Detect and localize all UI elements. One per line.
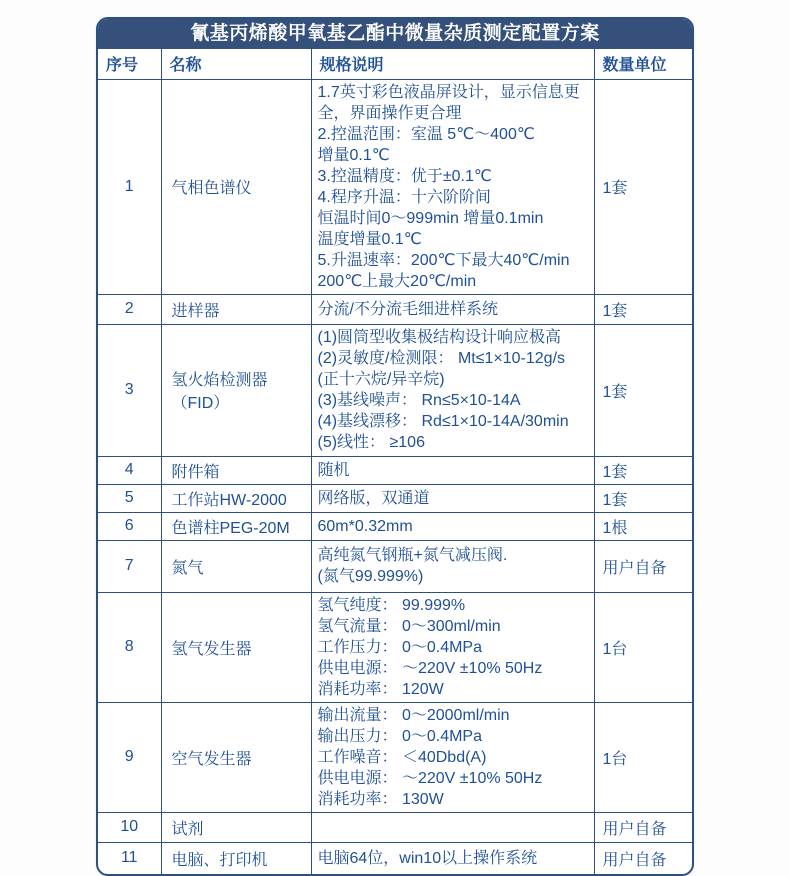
cell-spec xyxy=(311,324,594,456)
cell-name: 色谱柱PEG-20M xyxy=(161,512,311,540)
cell-name: 进样器 xyxy=(161,294,311,324)
spec-line: 氢气流量： 0～300ml/min xyxy=(317,617,501,635)
cell-name: 工作站HW-2000 xyxy=(161,484,311,512)
cell-spec xyxy=(311,702,594,812)
cell-no: 7 xyxy=(98,540,161,592)
cell-spec xyxy=(311,512,594,540)
table-row xyxy=(98,702,692,812)
spec-line: (氮气99.999%) xyxy=(317,568,424,585)
spec-line: 输出压力： 0～0.4MPa xyxy=(317,727,482,745)
cell-name: 附件箱 xyxy=(161,456,311,484)
spec-line: 200℃上最大20℃/min xyxy=(317,272,477,290)
column-header-qty: 数量单位 xyxy=(594,49,692,79)
cell-name: 气相色谱仪 xyxy=(161,79,311,294)
cell-qty: 用户自备 xyxy=(594,540,692,592)
cell-no: 10 xyxy=(98,812,161,842)
cell-no: 8 xyxy=(98,592,161,702)
spec-line: 氢气纯度： 99.999% xyxy=(317,596,466,614)
spec-line: 温度增量0.1℃ xyxy=(317,230,422,248)
header-row xyxy=(98,49,692,79)
spec-line: (3)基线噪声： Rn≤5×10-14A xyxy=(317,392,521,409)
cell-qty: 1台 xyxy=(594,592,692,702)
cell-no: 1 xyxy=(98,79,161,294)
spec-line: 3.控温精度：优于±0.1℃ xyxy=(317,167,492,185)
cell-spec xyxy=(311,294,594,324)
cell-spec xyxy=(311,79,594,294)
cell-name: 氮气 xyxy=(161,540,311,592)
table-row xyxy=(98,512,692,540)
table-row xyxy=(98,294,692,324)
spec-line: (正十六烷/异辛烷) xyxy=(317,371,445,388)
cell-name: 氢气发生器 xyxy=(161,592,311,702)
cell-name: 空气发生器 xyxy=(161,702,311,812)
spec-line: 电脑64位，win10以上操作系统 xyxy=(317,849,538,867)
spec-line: 60m*0.32mm xyxy=(317,517,413,535)
spec-line: (1)圆筒型收集极结构设计响应极高 xyxy=(317,329,562,346)
spec-line: 分流/不分流毛细进样系统 xyxy=(317,300,498,318)
cell-qty: 1套 xyxy=(594,294,692,324)
table-row xyxy=(98,484,692,512)
spec-line: 增量0.1℃ xyxy=(317,146,390,164)
cell-qty: 用户自备 xyxy=(594,812,692,842)
spec-line: 随机 xyxy=(317,461,350,479)
cell-no: 11 xyxy=(98,842,161,874)
spec-line: (5)线性： ≥106 xyxy=(317,434,425,451)
table-row xyxy=(98,592,692,702)
table-row xyxy=(98,812,692,842)
cell-qty: 1套 xyxy=(594,79,692,294)
spec-line: 2.控温范围：室温 5℃～400℃ xyxy=(317,125,535,143)
cell-qty: 1套 xyxy=(594,456,692,484)
spec-table xyxy=(98,49,692,874)
table-row xyxy=(98,540,692,592)
cell-qty: 用户自备 xyxy=(594,842,692,874)
cell-no: 6 xyxy=(98,512,161,540)
table-row xyxy=(98,456,692,484)
spec-line: 恒温时间0～999min 增量0.1min xyxy=(317,209,544,227)
spec-line: 工作噪音： ＜40Dbd(A) xyxy=(317,748,487,766)
table-title: 氰基丙烯酸甲氧基乙酯中微量杂质测定配置方案 xyxy=(98,19,692,49)
spec-line: 全，界面操作更合理 xyxy=(317,104,462,122)
cell-no: 3 xyxy=(98,324,161,456)
cell-spec xyxy=(311,842,594,874)
table-row xyxy=(98,842,692,874)
spec-line: 供电电源： ～220V ±10% 50Hz xyxy=(317,769,543,787)
spec-line: 网络版，双通道 xyxy=(317,489,430,507)
spec-line: 5.升温速率：200℃下最大40℃/min xyxy=(317,251,570,269)
cell-no: 4 xyxy=(98,456,161,484)
spec-line: 供电电源： ～220V ±10% 50Hz xyxy=(317,659,543,677)
cell-spec xyxy=(311,484,594,512)
cell-name: 试剂 xyxy=(161,812,311,842)
cell-spec xyxy=(311,592,594,702)
spec-line: 高纯氮气钢瓶+氮气减压阀. xyxy=(317,547,508,564)
cell-qty: 1套 xyxy=(594,484,692,512)
spec-line: 消耗功率： 120W xyxy=(317,680,444,698)
spec-line: (2)灵敏度/检测限： Mt≤1×10-12g/s xyxy=(317,350,566,367)
cell-no: 9 xyxy=(98,702,161,812)
spec-line: (4)基线漂移： Rd≤1×10-14A/30min xyxy=(317,413,569,430)
cell-qty: 1套 xyxy=(594,324,692,456)
cell-no: 5 xyxy=(98,484,161,512)
spec-line: 输出流量： 0～2000ml/min xyxy=(317,706,510,724)
cell-spec xyxy=(311,456,594,484)
cell-name: 氢火焰检测器（FID） xyxy=(161,324,311,456)
cell-spec xyxy=(311,540,594,592)
column-header-no: 序号 xyxy=(98,49,161,79)
cell-name: 电脑、打印机 xyxy=(161,842,311,874)
cell-spec xyxy=(311,812,594,842)
cell-qty: 1台 xyxy=(594,702,692,812)
spec-line: 消耗功率： 130W xyxy=(317,790,444,808)
spec-line: 工作压力： 0～0.4MPa xyxy=(317,638,482,656)
spec-line: 4.程序升温：十六阶阶间 xyxy=(317,188,491,206)
cell-no: 2 xyxy=(98,294,161,324)
table-row xyxy=(98,324,692,456)
table-row xyxy=(98,79,692,294)
cell-qty: 1根 xyxy=(594,512,692,540)
config-table xyxy=(96,17,694,876)
spec-line: 1.7英寸彩色液晶屏设计，显示信息更 xyxy=(317,83,580,101)
column-header-name: 名称 xyxy=(161,49,311,79)
column-header-spec: 规格说明 xyxy=(311,49,594,79)
